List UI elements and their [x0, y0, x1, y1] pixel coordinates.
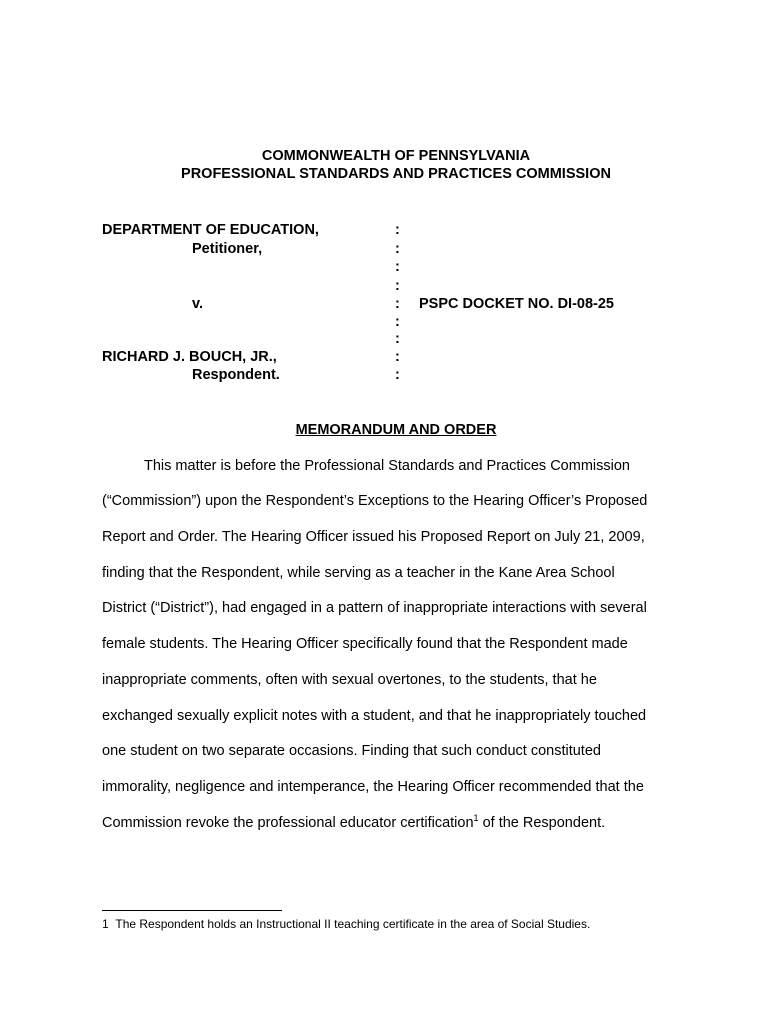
- body-line: inappropriate comments, often with sexual overtones, to the students, that he: [102, 672, 597, 688]
- caption-colon: :: [395, 367, 400, 383]
- caption-colon: :: [395, 331, 400, 347]
- body-line: District (“District”), had engaged in a pattern of inappropriate interactions with several: [102, 600, 647, 616]
- body-text-segment: of the Respondent.: [478, 815, 606, 831]
- body-line: Report and Order. The Hearing Officer issued his Proposed Report on July 21, 2009,: [102, 529, 645, 545]
- caption-colon: :: [395, 278, 400, 294]
- body-line: This matter is before the Professional Standards and Practices Commission: [144, 458, 630, 474]
- body-line: one student on two separate occasions. Finding that such conduct constituted: [102, 743, 601, 759]
- caption-colon: :: [395, 296, 400, 312]
- memo-title: MEMORANDUM AND ORDER: [295, 422, 497, 438]
- footnote-number: 1: [102, 917, 109, 931]
- body-text-segment: Commission revoke the professional educator certification: [102, 815, 474, 831]
- petitioner-name: DEPARTMENT OF EDUCATION,: [102, 222, 319, 238]
- footnote-divider: [102, 910, 282, 911]
- heading-commonwealth: COMMONWEALTH OF PENNSYLVANIA: [261, 148, 531, 164]
- caption-colon: :: [395, 241, 400, 257]
- body-line-last: [102, 815, 605, 831]
- caption-colon: :: [395, 259, 400, 275]
- footnote-reference[interactable]: 1: [473, 813, 479, 824]
- caption-colon: :: [395, 222, 400, 238]
- footnote-text: The Respondent holds an Instructional II teaching certificate in the area of Social Studies.: [115, 917, 591, 931]
- heading-commission: PROFESSIONAL STANDARDS AND PRACTICES COMMISSION: [181, 166, 611, 182]
- caption-colon: :: [395, 349, 400, 365]
- body-line: exchanged sexually explicit notes with a student, and that he inappropriately touched: [102, 708, 647, 724]
- docket-number: PSPC DOCKET NO. DI-08-25: [419, 296, 614, 312]
- petitioner-role: Petitioner,: [192, 241, 263, 257]
- body-line: female students. The Hearing Officer specifically found that the Respondent made: [102, 636, 628, 652]
- body-line: (“Commission”) upon the Respondent’s Exceptions to the Hearing Officer’s Proposed: [102, 493, 648, 509]
- body-line: immorality, negligence and intemperance, the Hearing Officer recommended that the: [102, 779, 644, 795]
- footnote: [102, 917, 590, 931]
- versus-label: v.: [192, 296, 204, 312]
- respondent-role: Respondent.: [192, 367, 280, 383]
- caption-colon: :: [395, 314, 400, 330]
- body-line: finding that the Respondent, while serving as a teacher in the Kane Area School: [102, 565, 615, 581]
- respondent-name: RICHARD J. BOUCH, JR.,: [102, 349, 277, 365]
